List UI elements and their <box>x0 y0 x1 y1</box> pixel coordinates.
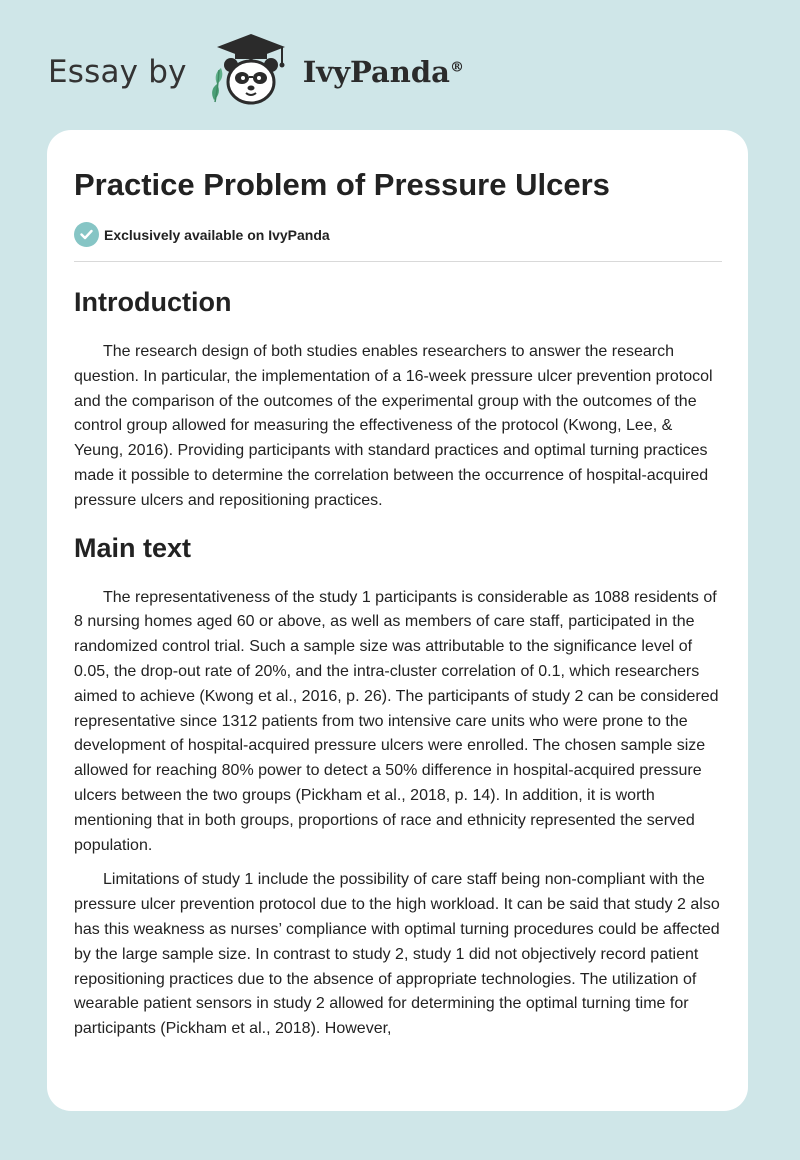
article-title: Practice Problem of Pressure Ulcers <box>74 167 610 202</box>
paragraph: The representativeness of the study 1 participants is considerable as 1088 residents of 8 nursing homes aged 60 or above, as well as members of care staff, participated in the randomized control trial. Such a sample size was attributable to the significance level of 0.05, the drop-out rate of 20%, and the intra-cluster correlation of 0.1, which researchers aimed to achieve (Kwong et al., 2016, p. 26). The participants of study 2 can be considered representative since 1312 patients from two intensive care units who were prone to the development of hospital-acquired pressure ulcers were enrolled. The chosen sample size allowed for reaching 80% power to detect a 50% difference in hospital-acquired pressure ulcers between the two groups (Pickham et al., 2018, p. 14). In addition, it is worth mentioning that in both groups, proportions of race and ethnicity represented the served population. <box>74 588 719 854</box>
paragraph: Limitations of study 1 include the possibility of care staff being non-compliant with the pressure ulcer prevention protocol due to the high workload. It can be said that study 2 also has this weakness as nurses’ compliance with optimal turning procedures could be affected by the large sample size. In contrast to study 2, study 1 did not objectively record patient repositioning practices due to the absence of appropriate technologies. The utilization of wearable patient sensors in study 2 allowed for determining the optimal turning time for participants (Pickham et al., 2018). However, <box>74 871 720 1038</box>
brand-name[interactable]: IvyPanda® <box>302 55 464 89</box>
section-heading-introduction: Introduction <box>74 287 232 317</box>
article-card <box>47 130 748 1111</box>
panda-logo-icon[interactable] <box>205 32 303 113</box>
exclusive-label: Exclusively available on IvyPanda <box>104 226 330 243</box>
exclusive-badge <box>74 222 722 262</box>
site-header <box>48 34 464 110</box>
paragraph: The research design of both studies enables researchers to answer the research question. In particular, the implementation of a 16-week pressure ulcer prevention protocol and the comparison of the outcomes of the experimental group with the outcomes of the control group allowed for measuring the effectiveness of the protocol (Kwong, Lee, & Yeung, 2016). Providing participants with standard practices and optimal turning practices made it possible to determine the correlation between the occurrence of hospital-acquired pressure ulcers and repositioning practices. <box>74 343 713 509</box>
essay-by-label: Essay by <box>48 54 187 90</box>
check-circle-icon <box>74 222 99 247</box>
section-heading-main-text: Main text <box>74 532 192 563</box>
